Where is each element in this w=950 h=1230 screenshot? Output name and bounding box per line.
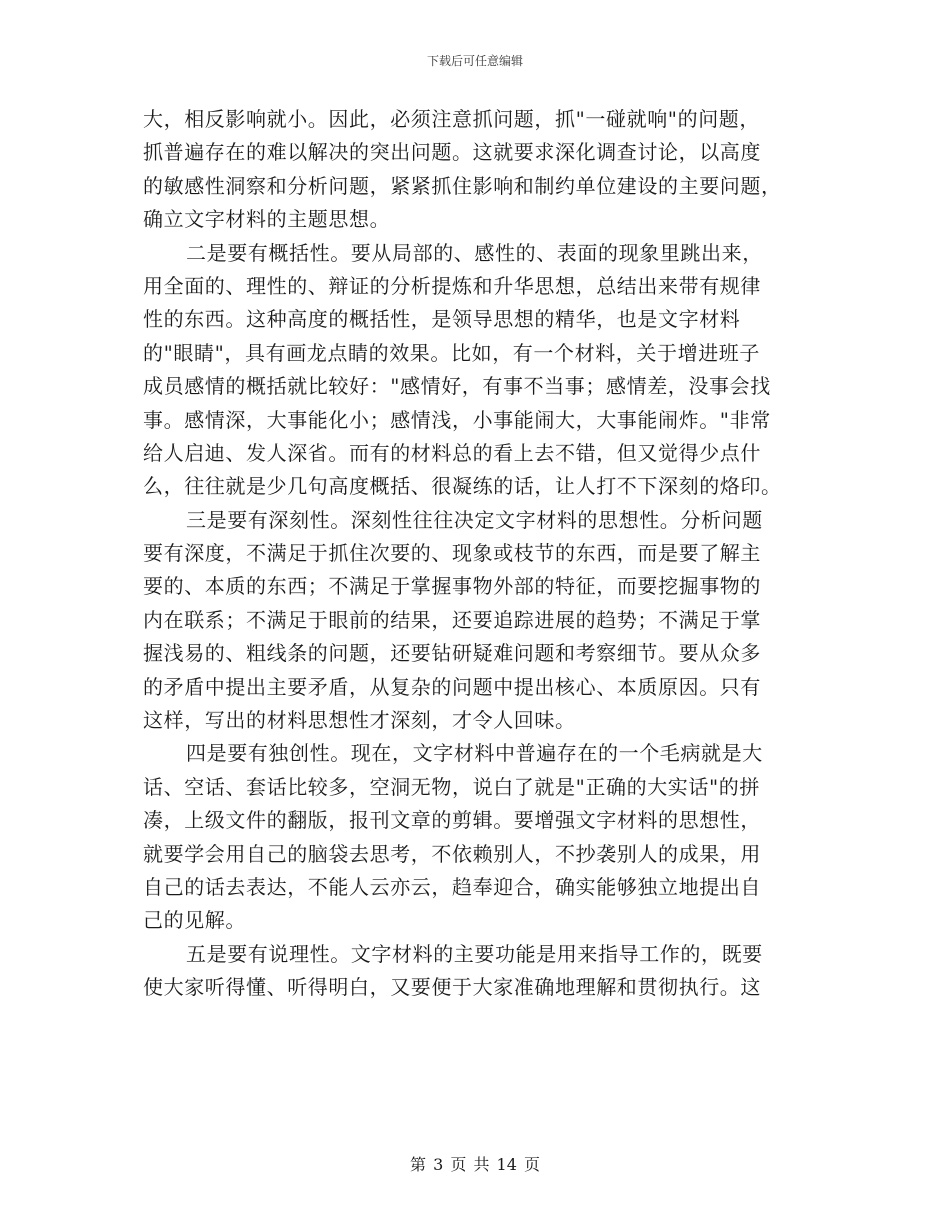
page-number: 第 3 页 共 14 页 bbox=[410, 1155, 540, 1174]
text-line: 确立文字材料的主题思想。 bbox=[143, 207, 391, 232]
text-line: 大，相反影响就小。因此，必须注意抓问题，抓"一碰就响"的问题， bbox=[143, 107, 760, 131]
text-line: 抓普遍存在的难以解决的突出问题。这就要求深化调查讨论，以高度 bbox=[143, 140, 761, 165]
text-line: 性的东西。这种高度的概括性，是领导思想的精华，也是文字材料 bbox=[143, 307, 741, 332]
text-line: 给人启迪、发人深省。而有的材料总的看上去不错，但又觉得少点什 bbox=[143, 440, 761, 465]
text-line: 要有深度，不满足于抓住次要的、现象或枝节的东西，而是要了解主 bbox=[143, 541, 761, 566]
text-line: 的矛盾中提出主要矛盾，从复杂的问题中提出核心、本质原因。只有 bbox=[143, 674, 761, 699]
text-line: 用全面的、理性的、辩证的分析提炼和升华思想，总结出来带有规律 bbox=[143, 273, 761, 298]
text-line: 握浅易的、粗线条的问题，还要钻研疑难问题和考察细节。要从众多 bbox=[143, 641, 761, 666]
text-line: 事。感情深，大事能化小；感情浅，小事能闹大，大事能闹炸。"非常 bbox=[143, 407, 771, 432]
text-line: 五是要有说理性。文字材料的主要功能是用来指导工作的，既要 bbox=[186, 941, 763, 966]
text-line: 自己的话去表达，不能人云亦云，趋奉迎合，确实能够独立地提出自 bbox=[143, 874, 761, 899]
text-line: 使大家听得懂、听得明白，又要便于大家准确地理解和贯彻执行。这 bbox=[143, 975, 761, 1000]
text-line: 这样，写出的材料思想性才深刻，才令人回味。 bbox=[143, 708, 576, 733]
text-line: 内在联系；不满足于眼前的结果，还要追踪进展的趋势；不满足于掌 bbox=[143, 607, 761, 632]
text-line: 的敏感性洞察和分析问题，紧紧抓住影响和制约单位建设的主要问题， bbox=[143, 173, 782, 198]
text-line: 二是要有概括性。要从局部的、感性的、表面的现象里跳出来， bbox=[186, 240, 763, 265]
text-line: 己的见解。 bbox=[143, 908, 246, 933]
text-line: 成员感情的概括就比较好："感情好，有事不当事；感情差，没事会找 bbox=[143, 374, 771, 399]
text-line: 话、空话、套话比较多，空洞无物，说白了就是"正确的大实话"的拼 bbox=[143, 774, 760, 799]
text-line: 凑，上级文件的翻版，报刊文章的剪辑。要增强文字材料的思想性， bbox=[143, 808, 761, 833]
text-line: 就要学会用自己的脑袋去思考，不依赖别人，不抄袭别人的成果，用 bbox=[143, 841, 761, 866]
document-body bbox=[143, 103, 807, 1005]
text-line: 的"眼睛"，具有画龙点睛的效果。比如，有一个材料，关于增进班子 bbox=[143, 340, 760, 365]
text-line: 么，往往就是少几句高度概括、很凝练的话，让人打不下深刻的烙印。 bbox=[143, 474, 782, 499]
text-line: 三是要有深刻性。深刻性往往决定文字材料的思想性。分析问题 bbox=[186, 507, 763, 532]
text-line: 四是要有独创性。现在，文字材料中普遍存在的一个毛病就是大 bbox=[186, 741, 763, 766]
text-line: 要的、本质的东西；不满足于掌握事物外部的特征，而要挖掘事物的 bbox=[143, 574, 761, 599]
page-header: 下载后可任意编辑 bbox=[426, 54, 523, 68]
